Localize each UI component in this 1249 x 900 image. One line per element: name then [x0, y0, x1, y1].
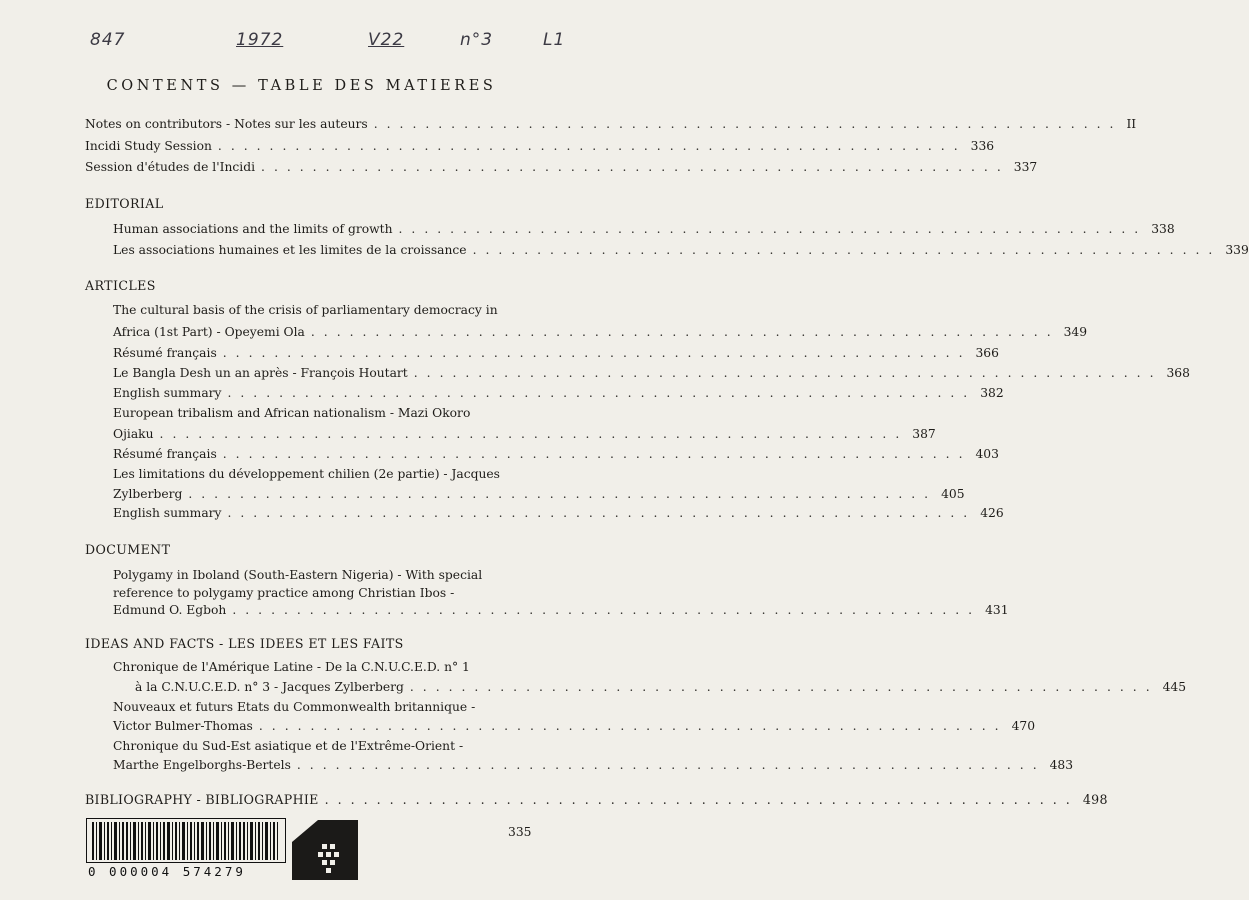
- entry-title: Ojiaku: [113, 427, 154, 441]
- entry-title: Session d'études de l'Incidi: [85, 160, 256, 174]
- section-heading-document: DOCUMENT: [85, 542, 171, 557]
- entry-title: Notes on contributors - Notes sur les auteurs: [85, 117, 368, 131]
- leader-dots: ..........................................................: [188, 487, 938, 501]
- section-heading-ideas-and-facts: IDEAS AND FACTS - LES IDEES ET LES FAITS: [85, 636, 404, 651]
- toc-entry: [113, 386, 1004, 400]
- leader-dots: ..........................................................: [159, 427, 909, 441]
- leader-dots: ..........................................................: [409, 680, 1159, 694]
- toc-entry: [113, 243, 1249, 257]
- toc-entry: [113, 758, 1074, 772]
- leader-dots: ..........................................................: [472, 243, 1222, 257]
- annotation-year: 1972: [236, 30, 284, 50]
- leader-dots: ..........................................................: [296, 758, 1046, 772]
- toc-entry: [85, 160, 1038, 174]
- entry-page: 470: [1011, 719, 1036, 733]
- entry-page: 431: [985, 603, 1009, 617]
- toc-entry: [113, 366, 1190, 380]
- entry-title: Incidi Study Session: [85, 139, 212, 153]
- entry-page: 368: [1166, 366, 1190, 380]
- entry-page: 445: [1162, 680, 1187, 694]
- entry-page: 382: [980, 386, 1004, 400]
- leader-dots: ..........................................................: [373, 117, 1123, 131]
- entry-page: II: [1126, 117, 1137, 131]
- leader-dots: ..........................................................: [258, 719, 1008, 733]
- annotation-volume: V22: [368, 30, 405, 50]
- toc-entry: [113, 346, 999, 360]
- toc-entry: [113, 603, 1009, 617]
- leader-dots: ..........................................................: [232, 603, 982, 617]
- entry-title: English summary: [113, 386, 222, 400]
- section-heading-articles: ARTICLES: [85, 278, 156, 293]
- entry-page: 483: [1049, 758, 1074, 772]
- section-heading-editorial: EDITORIAL: [85, 196, 164, 211]
- entry-title: Zylberberg: [113, 487, 183, 501]
- leader-dots: ..........................................................: [227, 386, 977, 400]
- leader-dots: ..........................................................: [261, 160, 1010, 174]
- entry-title: Marthe Engelborghs-Bertels: [113, 758, 291, 772]
- toc-entry-bibliography: [85, 792, 1108, 807]
- entry-page: 366: [975, 346, 999, 360]
- entry-title: English summary: [113, 506, 222, 520]
- entry-page: 338: [1151, 222, 1175, 236]
- entry-title-line: Chronique de l'Amérique Latine - De la C.N.U.C.E.D. n° 1: [113, 660, 470, 674]
- entry-title: Résumé français: [113, 447, 217, 461]
- toc-entry: [113, 506, 1004, 520]
- entry-title-line: Nouveaux et futurs Etats du Commonwealth britannique -: [113, 700, 476, 714]
- leader-dots: ..........................................................: [217, 139, 967, 153]
- library-stamp-logo: [292, 820, 358, 880]
- entry-page: 387: [912, 427, 936, 441]
- leader-dots: ..........................................................: [227, 506, 977, 520]
- entry-page: 498: [1082, 792, 1108, 807]
- toc-entry: [113, 325, 1088, 339]
- entry-title-line: The cultural basis of the crisis of parliamentary democracy in: [113, 303, 498, 317]
- leader-dots: ..........................................................: [398, 222, 1148, 236]
- entry-title: Edmund O. Egboh: [113, 603, 227, 617]
- entry-title: Résumé français: [113, 346, 217, 360]
- barcode-number: 0 000004 574279: [88, 864, 246, 879]
- page-title: CONTENTS — TABLE DES MATIERES: [106, 78, 497, 94]
- entry-title-line: Chronique du Sud-Est asiatique et de l'Extrême-Orient -: [113, 739, 464, 753]
- entry-page: 339: [1225, 243, 1249, 257]
- toc-entry: [113, 222, 1175, 236]
- entry-page: 349: [1063, 325, 1088, 339]
- annotation-847: 847: [90, 30, 126, 50]
- entry-page: 405: [941, 487, 965, 501]
- entry-title: BIBLIOGRAPHY - BIBLIOGRAPHIE: [85, 792, 319, 807]
- leader-dots: ..........................................................: [310, 325, 1060, 339]
- toc-entry: [85, 139, 995, 153]
- toc-entry: [113, 447, 999, 461]
- entry-title: Les associations humaines et les limites de la croissance: [113, 243, 467, 257]
- toc-entry: [113, 427, 936, 441]
- entry-page: 336: [970, 139, 995, 153]
- entry-title: Victor Bulmer-Thomas: [113, 719, 253, 733]
- leader-dots: ..........................................................: [324, 792, 1079, 807]
- annotation-number: n°3: [460, 30, 494, 50]
- page-number: 335: [508, 825, 532, 839]
- entry-title: Africa (1st Part) - Opeyemi Ola: [113, 325, 305, 339]
- entry-title-line: European tribalism and African nationalism - Mazi Okoro: [113, 406, 471, 420]
- toc-entry: [85, 117, 1137, 131]
- entry-title: Le Bangla Desh un an après - François Houtart: [113, 366, 408, 380]
- leader-dots: ..........................................................: [413, 366, 1163, 380]
- toc-entry: [113, 487, 965, 501]
- leader-dots: ..........................................................: [222, 346, 972, 360]
- entry-title-line: Les limitations du développement chilien (2e partie) - Jacques: [113, 467, 500, 481]
- annotation-l1: L1: [543, 30, 566, 50]
- entry-page: 337: [1013, 160, 1038, 174]
- leader-dots: ..........................................................: [222, 447, 972, 461]
- entry-page: 403: [975, 447, 999, 461]
- entry-page: 426: [980, 506, 1004, 520]
- entry-title: à la C.N.U.C.E.D. n° 3 - Jacques Zylberberg: [135, 680, 404, 694]
- entry-title: Human associations and the limits of growth: [113, 222, 393, 236]
- toc-entry: [135, 680, 1187, 694]
- entry-title-line: reference to polygamy practice among Christian Ibos -: [113, 586, 455, 600]
- toc-entry: [113, 719, 1036, 733]
- entry-title-line: Polygamy in Iboland (South-Eastern Nigeria) - With special: [113, 568, 483, 582]
